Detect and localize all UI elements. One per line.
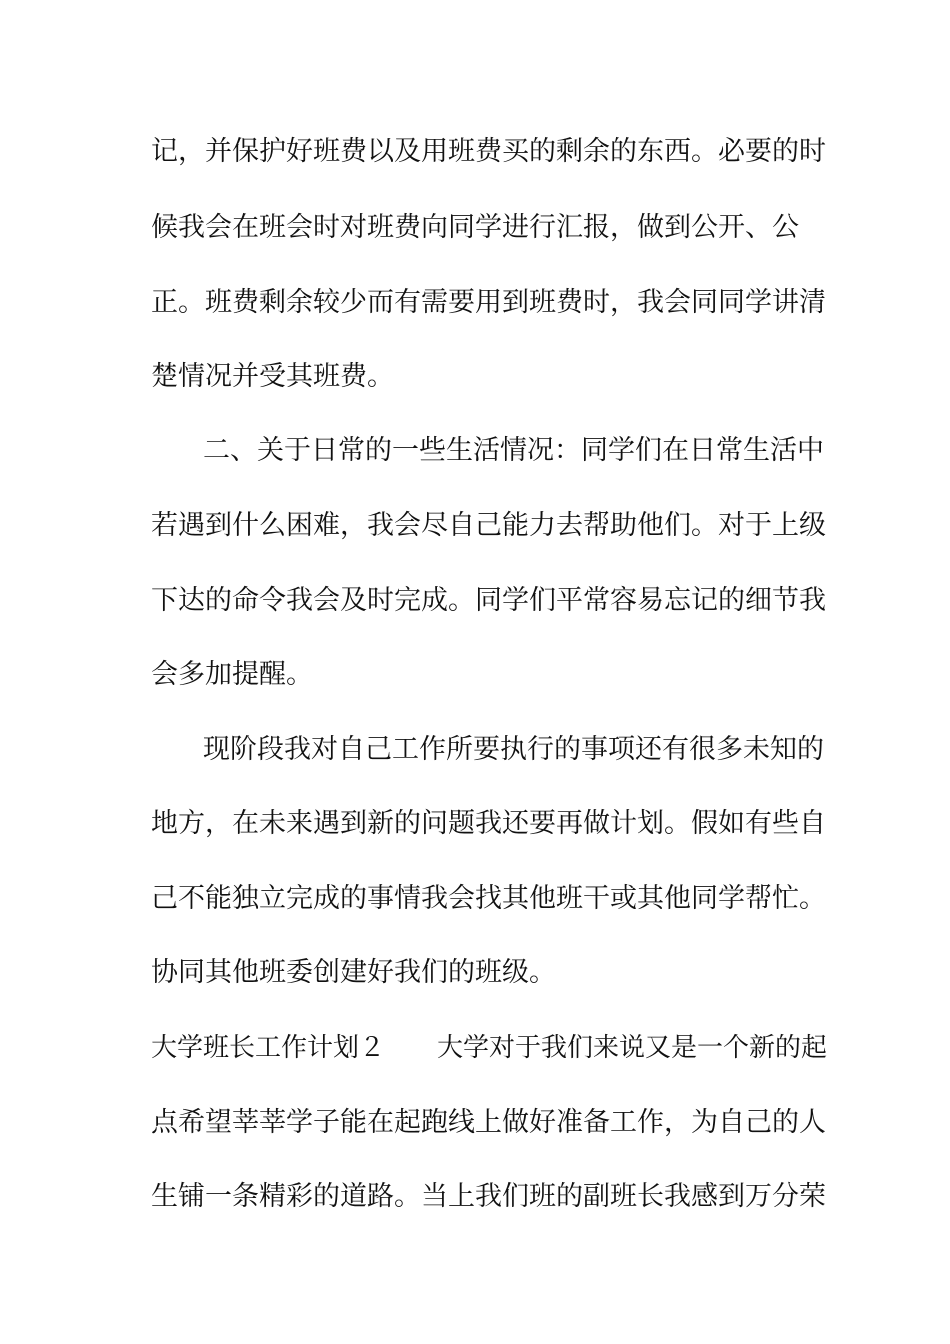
paragraph-line: 会多加提醒。: [151, 659, 313, 690]
paragraph-line: 候我会在班会时对班费向同学进行汇报，做到公开、公: [151, 212, 799, 243]
section-first-line: 大学对于我们来说又是一个新的起: [437, 1033, 828, 1063]
section-heading-line: [151, 1028, 827, 1068]
paragraph-line: 记，并保护好班费以及用班费买的剩余的东西。必要的时: [151, 136, 826, 167]
paragraph-line: 己不能独立完成的事情我会找其他班干或其他同学帮忙。: [151, 883, 826, 914]
paragraph-line: 下达的命令我会及时完成。同学们平常容易忘记的细节我: [151, 585, 826, 616]
paragraph-line: 现阶段我对自己工作所要执行的事项还有很多未知的: [203, 734, 824, 765]
paragraph-line: 点希望莘莘学子能在起跑线上做好准备工作，为自己的人: [151, 1107, 826, 1138]
paragraph-line: 楚情况并受其班费。: [151, 361, 394, 392]
paragraph-line: 地方，在未来遇到新的问题我还要再做计划。假如有些自: [151, 808, 826, 839]
section-title: 大学班长工作计划２: [151, 1033, 386, 1063]
paragraph-line: 生铺一条精彩的道路。当上我们班的副班长我感到万分荣: [151, 1181, 826, 1212]
paragraph-line: 二、关于日常的一些生活情况：同学们在日常生活中: [203, 435, 824, 466]
paragraph-line: 若遇到什么困难，我会尽自己能力去帮助他们。对于上级: [151, 510, 826, 541]
paragraph-line: 正。班费剩余较少而有需要用到班费时，我会同同学讲清: [151, 287, 826, 318]
paragraph-line: 协同其他班委创建好我们的班级。: [151, 957, 556, 988]
